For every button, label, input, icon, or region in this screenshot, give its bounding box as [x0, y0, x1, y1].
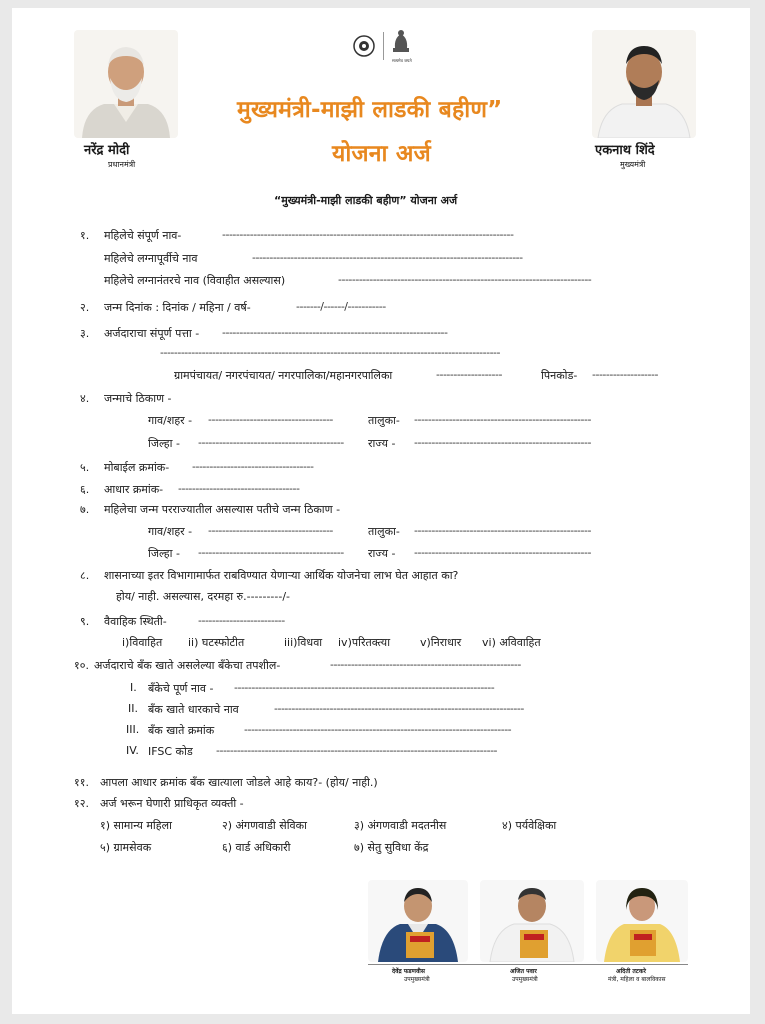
- q1-maiden-field[interactable]: ------------------------------------------------------------------------------: [252, 251, 523, 264]
- q4-taluka-label: तालुका-: [368, 414, 400, 427]
- authority-option-5[interactable]: ५) ग्रामसेवक: [100, 841, 152, 854]
- q1-label: महिलेचे संपूर्ण नाव-: [104, 229, 182, 242]
- ifsc-label: IFSC कोड: [148, 745, 193, 758]
- authority-option-4[interactable]: ४) पर्यवेक्षिका: [502, 819, 557, 832]
- mobile-field[interactable]: -----------------------------------: [192, 460, 314, 473]
- authority-option-1[interactable]: १) सामान्य महिला: [100, 819, 172, 832]
- right-person-name: एकनाथ शिंदे: [595, 143, 655, 158]
- footer-portrait-3: [596, 880, 688, 962]
- q1-maiden-label: महिलेचे लग्नापूर्वीचे नाव: [104, 252, 198, 265]
- q7-taluka-label: तालुका-: [368, 525, 400, 538]
- marital-field[interactable]: -------------------------: [198, 614, 285, 627]
- aadhaar-field[interactable]: -----------------------------------: [178, 482, 300, 495]
- q8-number: ८.: [80, 569, 90, 582]
- left-person-name: नरेंद्र मोदी: [84, 143, 130, 158]
- q7-taluka-field[interactable]: ---------------------------------------------------: [414, 524, 591, 537]
- q7-district-field[interactable]: ------------------------------------------: [198, 546, 344, 559]
- q7-state-label: राज्य -: [368, 547, 396, 560]
- q4-district-label: जिल्हा -: [148, 437, 180, 450]
- q3-label: अर्जदाराचा संपूर्ण पत्ता -: [104, 327, 200, 340]
- authority-option-7[interactable]: ७) सेतु सुविधा केंद्र: [354, 841, 429, 854]
- dob-field[interactable]: -------/------/-----------: [296, 300, 386, 313]
- account-holder-field[interactable]: ------------------------------------------------------------------------: [274, 702, 524, 715]
- pincode-field[interactable]: -------------------: [592, 368, 658, 381]
- address-field-1[interactable]: -----------------------------------------------------------------: [222, 326, 448, 339]
- footer-caption-2-role: उपमुख्यमंत्री: [512, 976, 538, 983]
- footer-caption-2-name: अजित पवार: [510, 968, 537, 975]
- marital-option-destitute[interactable]: v)निराधार: [420, 636, 462, 649]
- ifsc-field[interactable]: ---------------------------------------------------------------------------------: [216, 744, 498, 757]
- q11-label[interactable]: आपला आधार क्रमांक बँक खात्याला जोडले आहे काय?- (होय/ नाही.): [100, 776, 378, 789]
- q7-village-field[interactable]: ------------------------------------: [208, 524, 333, 537]
- q12-label: अर्ज भरून घेणारी प्राधिकृत व्यक्ती -: [100, 797, 244, 810]
- q1-number: १.: [80, 229, 90, 242]
- account-holder-label: बँक खाते धारकाचे नाव: [148, 703, 239, 716]
- q7-label: महिलेचा जन्म परराज्यातील असल्यास पतीचे जन्म ठिकाण -: [104, 503, 341, 516]
- marital-option-divorced[interactable]: ii) घटस्फोटीत: [188, 636, 245, 649]
- form-sheet: [12, 8, 750, 1014]
- portrait-right: [592, 30, 696, 138]
- state-emblem-icon: [390, 28, 412, 62]
- q2-number: २.: [80, 301, 90, 314]
- page-title: मुख्यमंत्री-माझी लाडकी बहीण”: [237, 97, 503, 123]
- q4-village-label: गाव/शहर -: [148, 414, 193, 427]
- q1-married-field[interactable]: -------------------------------------------------------------------------: [338, 273, 592, 286]
- bank-row-4-num: IV.: [126, 744, 139, 757]
- q11-number: ११.: [74, 776, 89, 789]
- logo-divider: [383, 32, 384, 60]
- q4-district-field[interactable]: ------------------------------------------: [198, 436, 344, 449]
- q1-field[interactable]: ------------------------------------------------------------------------------------: [222, 228, 514, 241]
- q4-number: ४.: [80, 392, 90, 405]
- account-number-label: बँक खाते क्रमांक: [148, 724, 215, 737]
- bank-name-field[interactable]: ---------------------------------------------------------------------------: [234, 681, 495, 694]
- q5-label: मोबाईल क्रमांक-: [104, 461, 170, 474]
- area-field[interactable]: -------------------: [436, 368, 502, 381]
- q8-answer[interactable]: होय/ नाही. असल्यास, दरमहा रु.---------/-: [116, 590, 291, 603]
- q12-number: १२.: [74, 797, 89, 810]
- page-subtitle: योजना अर्ज: [332, 141, 431, 167]
- authority-option-6[interactable]: ६) वार्ड अधिकारी: [222, 841, 291, 854]
- form-title: “मुख्यमंत्री-माझी लाडकी बहीण” योजना अर्ज: [274, 194, 458, 207]
- footer-caption-3-role: मंत्री, महिला व बालविकास: [608, 976, 666, 983]
- bank-details-field[interactable]: -------------------------------------------------------: [330, 658, 521, 671]
- footer-caption-3-name: अदिती तटकरे: [616, 968, 646, 975]
- q9-number: ९.: [80, 615, 90, 628]
- q4-label: जन्माचे ठिकाण -: [104, 392, 172, 405]
- q4-village-field[interactable]: ------------------------------------: [208, 413, 333, 426]
- footer-caption-1-name: देवेंद्र फडणवीस: [392, 968, 425, 975]
- footer-portrait-2: [480, 880, 584, 962]
- marital-option-unmarried[interactable]: vi) अविवाहित: [482, 636, 541, 649]
- bank-row-2-num: II.: [128, 702, 138, 715]
- account-number-field[interactable]: -----------------------------------------------------------------------------: [244, 723, 512, 736]
- footer-portrait-1: [368, 880, 468, 962]
- marital-option-widow[interactable]: iii)विधवा: [284, 636, 323, 649]
- right-person-role: मुख्यमंत्री: [620, 160, 646, 169]
- q6-number: ६.: [80, 483, 90, 496]
- area-label: ग्रामपंचायत/ नगरपंचायत/ नगरपालिका/महानगरपालिका: [174, 369, 393, 382]
- q4-taluka-field[interactable]: ---------------------------------------------------: [414, 413, 591, 426]
- q7-district-label: जिल्हा -: [148, 547, 180, 560]
- q10-number: १०.: [74, 659, 89, 672]
- q8-label: शासनाच्या इतर विभागामार्फत राबविण्यात येणाऱ्या आर्थिक योजनेचा लाभ घेत आहात का?: [104, 569, 459, 582]
- q2-label: जन्म दिनांक : दिनांक / महिना / वर्ष-: [104, 301, 251, 314]
- q4-state-label: राज्य -: [368, 437, 396, 450]
- q1-married-label: महिलेचे लग्नानंतरचे नाव (विवाहीत असल्यास): [104, 274, 286, 287]
- q9-label: वैवाहिक स्थिती-: [104, 615, 167, 628]
- pincode-label: पिनकोड-: [541, 369, 578, 382]
- q7-number: ७.: [80, 503, 90, 516]
- q7-village-label: गाव/शहर -: [148, 525, 193, 538]
- q3-number: ३.: [80, 327, 90, 340]
- authority-option-2[interactable]: २) अंगणवाडी सेविका: [222, 819, 307, 832]
- marital-option-abandoned[interactable]: iv)परितक्त्या: [338, 636, 391, 649]
- emblem-caption: सत्यमेव जयते: [392, 58, 412, 63]
- authority-option-3[interactable]: ३) अंगणवाडी मदतनीस: [354, 819, 447, 832]
- scheme-logo-icon: [352, 34, 376, 62]
- footer-divider: [368, 964, 688, 965]
- footer-caption-1-role: उपमुख्यमंत्री: [404, 976, 430, 983]
- address-field-2[interactable]: --------------------------------------------------------------------------------------------------: [160, 346, 500, 359]
- q7-state-field[interactable]: ---------------------------------------------------: [414, 546, 591, 559]
- left-person-role: प्रधानमंत्री: [108, 160, 136, 169]
- q10-label: अर्जदाराचे बँक खाते असलेल्या बँकेचा तपशील-: [94, 659, 281, 672]
- bank-row-3-num: III.: [126, 723, 140, 736]
- q5-number: ५.: [80, 461, 90, 474]
- bank-name-label: बँकेचे पूर्ण नाव -: [148, 682, 214, 695]
- q4-state-field[interactable]: ---------------------------------------------------: [414, 436, 591, 449]
- bank-row-1-num: I.: [130, 681, 137, 694]
- portrait-left: [74, 30, 178, 138]
- q6-label: आधार क्रमांक-: [104, 483, 164, 496]
- marital-option-married[interactable]: i)विवाहित: [122, 636, 163, 649]
